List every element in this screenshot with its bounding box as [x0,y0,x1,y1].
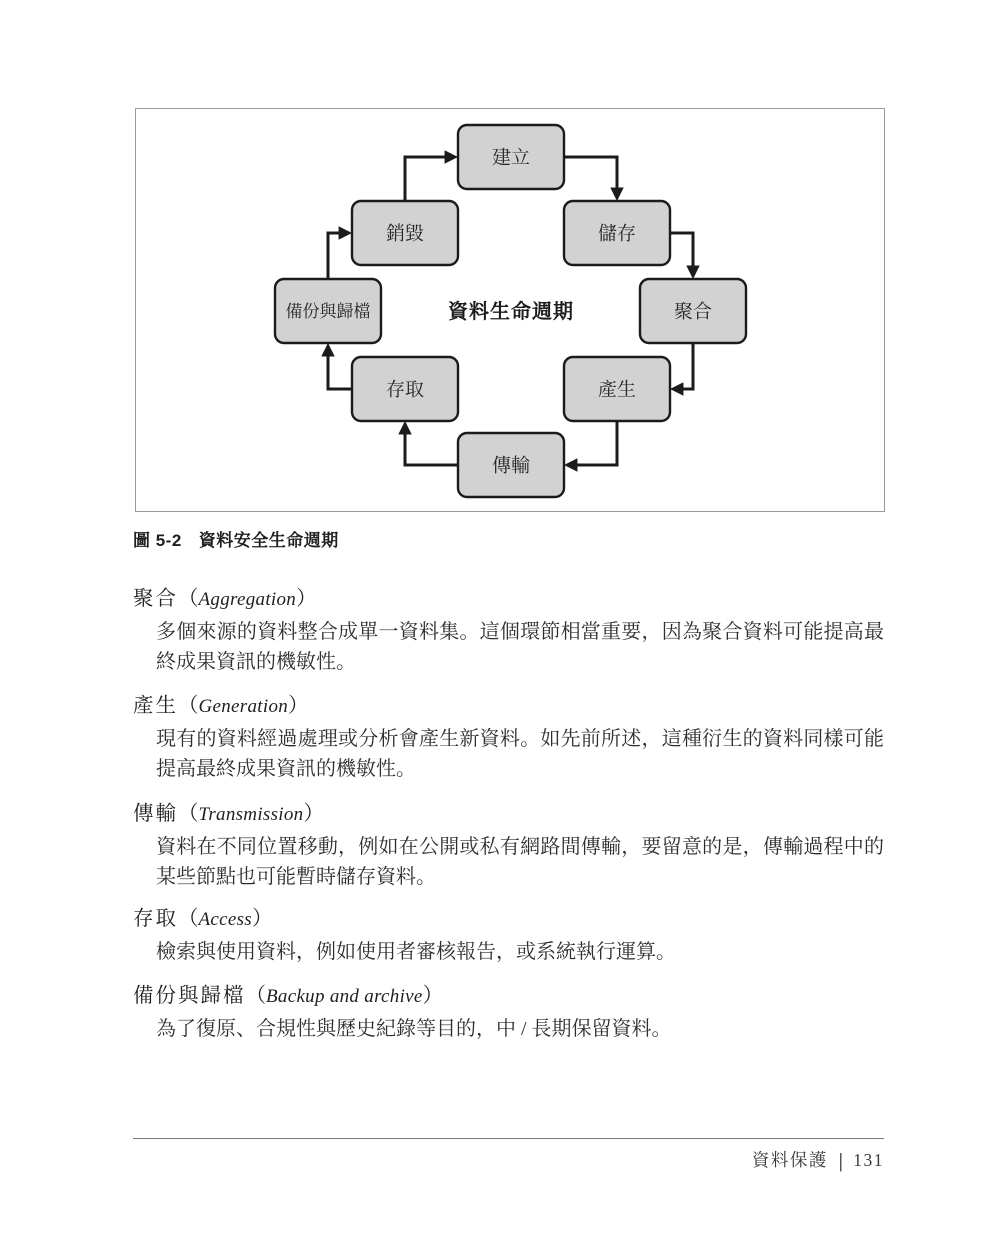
section-transmission-body: 資料在不同位置移動，例如在公開或私有網路間傳輸，要留意的是，傳輸過程中的某些節點也可能暫時儲存資料。 [156,836,884,888]
section-aggregation [133,585,885,677]
node-transmit [458,433,564,497]
node-access-label: 存取 [385,379,425,401]
node-create-label: 建立 [491,147,531,169]
paren-close: ） [252,908,273,930]
paren-open: （ [178,695,199,717]
node-transmit-label: 傳輸 [491,455,531,477]
footer-rule [133,1138,884,1139]
section-generation-body: 現有的資料經過處理或分析會產生新資料。如先前所述，這種衍生的資料同樣可能提高最終成果資訊的機敏性。 [156,728,884,780]
section-generation-heading [133,692,885,721]
arrow-backup-to-destroy [328,233,348,279]
term-zh: 產生 [133,695,178,717]
section-aggregation-heading [133,585,885,614]
section-backup-archive-heading [133,982,885,1011]
section-access-body: 檢索與使用資料，例如使用者審核報告，或系統執行運算。 [156,941,676,963]
paren-open: （ [245,985,266,1007]
term-en: Aggregation [198,589,297,610]
arrow-destroy-to-create [405,157,454,201]
term-en: Generation [198,696,289,717]
paren-open: （ [178,588,199,610]
footer-chapter-title: 資料保護 [751,1150,828,1170]
footer-separator: | [838,1148,845,1172]
arrow-aggregate-to-generate [674,343,693,389]
section-transmission-heading [133,800,885,829]
node-create [458,125,564,189]
lifecycle-diagram [136,109,884,511]
node-generate [564,357,670,421]
term-en: Access [198,909,252,930]
paren-open: （ [178,803,199,825]
node-aggregate [640,279,746,343]
term-zh: 傳輸 [133,803,178,825]
figure-caption-title: 資料安全生命週期 [198,531,339,550]
figure-caption-number: 圖 5-2 [133,531,182,550]
node-backup-archive [275,279,381,343]
diagram-center-title: 資料生命週期 [448,301,574,323]
section-access [133,905,885,967]
node-generate-label: 產生 [597,379,637,401]
term-zh: 備份與歸檔 [133,985,246,1007]
figure-data-lifecycle [135,108,885,512]
section-access-heading [133,905,885,934]
node-backup-archive-label: 備份與歸檔 [285,301,371,321]
paren-close: ） [288,695,309,717]
section-generation [133,692,885,784]
section-backup-archive-body: 為了復原、合規性與歷史紀錄等目的，中 / 長期保留資料。 [156,1018,672,1040]
paren-close: ） [303,803,324,825]
figure-caption [133,526,339,551]
node-store [564,201,670,265]
term-zh: 存取 [133,908,178,930]
footer-page-number: 131 [853,1150,884,1170]
arrow-access-to-backup [328,347,352,389]
node-destroy [352,201,458,265]
paren-open: （ [178,908,199,930]
term-en: Transmission [198,804,304,825]
term-zh: 聚合 [133,588,178,610]
arrow-transmit-to-access [405,425,458,465]
section-backup-archive [133,982,885,1044]
node-access [352,357,458,421]
node-destroy-label: 銷毀 [385,223,425,245]
arrow-store-to-aggregate [670,233,693,275]
paren-close: ） [296,588,317,610]
arrow-generate-to-transmit [568,421,617,465]
arrow-create-to-store [564,157,617,197]
node-store-label: 儲存 [597,223,637,245]
section-aggregation-body: 多個來源的資料整合成單一資料集。這個環節相當重要，因為聚合資料可能提高最終成果資訊的機敏性。 [156,621,884,673]
term-en: Backup and archive [266,986,423,1007]
page-footer [133,1147,884,1172]
section-transmission [133,800,885,892]
paren-close: ） [422,985,444,1007]
node-aggregate-label: 聚合 [673,301,713,323]
